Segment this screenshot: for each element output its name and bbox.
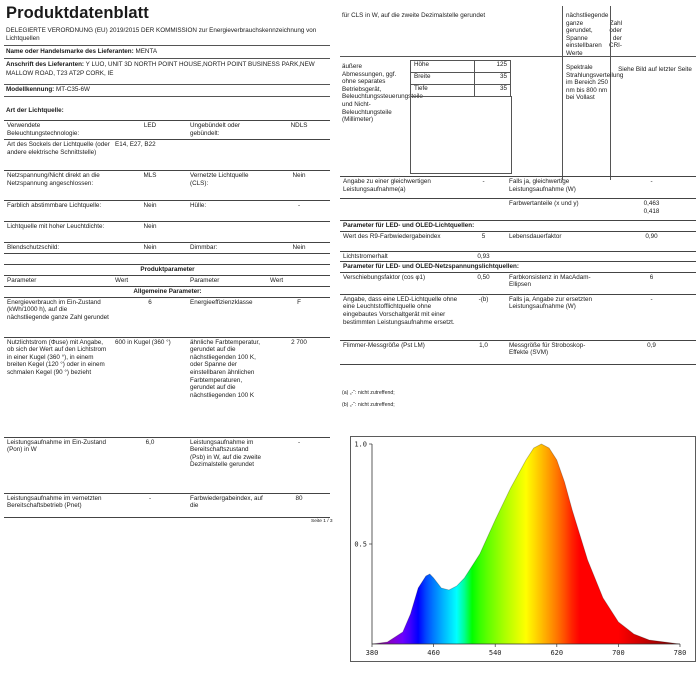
table-row: [340, 199, 696, 221]
cell: Netzspannung/Nicht direkt an die Netzspannung angeschlossen:: [4, 171, 112, 201]
table-row: [4, 286, 330, 297]
supplier-name-row: [6, 48, 326, 56]
cell: Farbwertanteile (x und y): [506, 199, 606, 221]
led-heading: Parameter für LED- und OLED-Lichtquellen:: [340, 221, 696, 232]
cls-standby-cont: für CLS in W, auf die zweite Dezimalstelle gerundet: [342, 12, 486, 19]
dimensions-table: [410, 60, 511, 97]
cell: E14, E27, B22: [112, 140, 187, 171]
table-row: [4, 337, 330, 437]
cell: ähnliche Farbtemperatur, gerundet auf die nächstliegenden 100 K, oder Spanne der einstellbaren ähnlichen Farbtemperaturen, gerundet auf die nächstliegenden 100 K: [187, 337, 267, 437]
cell: Vernetzte Lichtquelle (CLS):: [187, 171, 267, 201]
spectrum-chart: [350, 436, 696, 662]
cell: [267, 140, 330, 171]
divider: [562, 6, 563, 180]
table-row: [340, 177, 696, 199]
cell: Nein: [267, 243, 330, 254]
cell: Höhe: [411, 61, 475, 73]
table-row: [4, 201, 330, 222]
y-tick-label: 0.5: [354, 540, 367, 549]
chroma-y: 0,418: [643, 207, 660, 215]
cell: 2 700: [267, 337, 330, 437]
cell: [267, 222, 330, 243]
cell: 0,90: [606, 231, 696, 251]
cell: [606, 199, 696, 221]
spectral-label: Spektrale Strahlungsverteilung im Bereich 250 nm bis 800 nm bei Vollast: [566, 64, 624, 102]
supplier-address-label: Anschrift des Lieferanten:: [6, 61, 85, 68]
table-row: [340, 340, 696, 364]
model-row: [6, 86, 326, 94]
equivalent-table: [340, 176, 696, 365]
table-row: [411, 73, 511, 85]
outer-dimensions-label: äußere Abmessungen, ggf. ohne separates Betriebsgerät, Beleuchtungssteuerungsteile und Nicht-Beleuchtungsteile (Millimeter): [342, 63, 423, 124]
cell: Tiefe: [411, 85, 475, 97]
cell: Messgröße für Stroboskop-Effekte (SVM): [506, 340, 606, 364]
cell: Leistungsaufnahme im vernetzten Bereitschaftsbetrieb (Pnet): [4, 493, 112, 517]
model-label: Modellkennung:: [6, 86, 55, 93]
type-heading: Art der Lichtquelle:: [6, 107, 64, 114]
cell: 0,50: [460, 272, 506, 294]
cell: Breite: [411, 73, 475, 85]
cell: [340, 199, 460, 221]
x-tick-label: 700: [612, 649, 625, 657]
page-number: Seite 1 / 3: [311, 519, 333, 524]
col-header-value: Wert: [112, 276, 187, 287]
cell: -: [267, 201, 330, 222]
cell: Verwendete Beleuchtungstechnologie:: [4, 121, 112, 140]
cell: Angabe, dass eine LED-Lichtquelle ohne eine Leuchtstofflichtquelle ohne eingebautes Vorschaltgerät mit einer bestimmten Leistungsaufnahme ersetzt.: [340, 294, 460, 340]
cell: Farblich abstimmbare Lichtquelle:: [4, 201, 112, 222]
table-row: [4, 265, 330, 276]
x-tick-label: 380: [365, 649, 379, 657]
spectral-value: Siehe Bild auf letzter Seite: [618, 66, 692, 73]
supplier-address-row: [6, 61, 328, 78]
model-value: MT-C35-6W: [56, 86, 90, 93]
cell: 0,93: [460, 251, 506, 262]
product-params-table: [4, 264, 330, 518]
table-header-row: [4, 276, 330, 287]
cell: NDLS: [267, 121, 330, 140]
table-row: [4, 121, 330, 140]
cell: 1,0: [460, 340, 506, 364]
divider: [4, 58, 330, 59]
col-header-param: Parameter: [4, 276, 112, 287]
cell: 125: [475, 61, 511, 73]
cell: Energieverbrauch im Ein-Zustand (kWh/1000 h), auf die nächstliegende ganze Zahl gerundet: [4, 297, 112, 337]
col-header-param: Parameter: [187, 276, 267, 287]
table-row: [340, 231, 696, 251]
general-heading: Allgemeine Parameter:: [4, 286, 330, 297]
cell: Falls ja, Angabe zur ersetzten Leistungsaufnahme (W): [506, 294, 606, 340]
product-params-heading: Produktparameter: [4, 265, 330, 276]
cell: -: [112, 493, 187, 517]
x-tick-label: 620: [550, 649, 564, 657]
cell: Art des Sockels der Lichtquelle (oder andere elektrische Schnittstelle): [4, 140, 112, 171]
cell: 80: [267, 493, 330, 517]
y-tick-label: 1.0: [354, 440, 367, 449]
cell: 6: [606, 272, 696, 294]
cell: -(b): [460, 294, 506, 340]
footnote-b: (b) „-“: nicht zutreffend;: [342, 402, 395, 408]
cell: -: [606, 294, 696, 340]
supplier-name-label: Name oder Handelsmarke des Lieferanten:: [6, 48, 134, 55]
cell: 600 in Kugel (360 °): [112, 337, 187, 437]
cell: Lichtstromerhalt: [340, 251, 460, 262]
col-header-value: Wert: [267, 276, 330, 287]
divider: [610, 6, 611, 180]
table-row: [4, 222, 330, 243]
supplier-name-value: MENTA: [135, 48, 158, 55]
cell: Blendschutzschild:: [4, 243, 112, 254]
table-row: [340, 221, 696, 232]
cell: F: [267, 297, 330, 337]
footnote-a: (a) „-“: nicht zutreffend;: [342, 390, 395, 396]
cell: Nein: [267, 171, 330, 201]
cell: Farbwiedergabeindex, auf die: [187, 493, 267, 517]
cell: 6,0: [112, 437, 187, 493]
cell: Farbkonsistenz in MacAdam-Ellipsen: [506, 272, 606, 294]
cell: 35: [475, 73, 511, 85]
table-row: [340, 294, 696, 340]
cell: Ungebündelt oder gebündelt:: [187, 121, 267, 140]
cell: 35: [475, 85, 511, 97]
table-row: [4, 243, 330, 254]
cell: -: [460, 177, 506, 199]
cell: Lichtquelle mit hoher Leuchtdichte:: [4, 222, 112, 243]
divider: [4, 96, 330, 97]
cell: Falls ja, gleichwertige Leistungsaufnahme (W): [506, 177, 606, 199]
table-row: [340, 251, 696, 262]
cell: 5: [460, 231, 506, 251]
dimensions-box: [410, 96, 512, 174]
cell: Nein: [112, 201, 187, 222]
chroma-x: 0,463: [643, 200, 660, 207]
cell: Dimmbar:: [187, 243, 267, 254]
cell: Nein: [112, 243, 187, 254]
table-row: [4, 437, 330, 493]
cell: Nein: [112, 222, 187, 243]
table-row: [4, 297, 330, 337]
cell: Flimmer-Messgröße (Pst LM): [340, 340, 460, 364]
divider: [4, 45, 330, 46]
table-row: [4, 171, 330, 201]
x-tick-label: 780: [673, 649, 687, 657]
cell: [187, 222, 267, 243]
table-row: [4, 140, 330, 171]
cell: LED: [112, 121, 187, 140]
page-title: Produktdatenblatt: [6, 4, 149, 22]
cell: Hülle:: [187, 201, 267, 222]
divider: [4, 84, 330, 85]
cell: [460, 199, 506, 221]
table-row: [411, 85, 511, 97]
x-tick-label: 460: [427, 649, 440, 657]
table-row: [411, 61, 511, 73]
x-tick-label: 540: [488, 649, 502, 657]
cell: Nutzlichtstrom (Φuse) mit Angabe, ob sich der Wert auf den Lichtstrom in einer Kugel (360 °), in einem breiten Kegel (120 °) oder in einem schmalen Kegel (90 °) bezieht: [4, 337, 112, 437]
cell: 0,9: [606, 340, 696, 364]
regulation-intro: DELEGIERTE VERORDNUNG (EU) 2019/2015 DER KOMMISSION zur Energieverbrauchskennzeichnung von Lichtquellen: [6, 27, 317, 43]
cell: Leistungsaufnahme im Bereitschaftszustand (Psb) in W, auf die zweite Dezimalstelle gerundet: [187, 437, 267, 493]
cell: -: [267, 437, 330, 493]
cell: Wert des R9-Farbwiedergabeindex: [340, 231, 460, 251]
cell: Angabe zu einer gleichwertigen Leistungsaufnahme(a): [340, 177, 460, 199]
cell: [606, 251, 696, 262]
cell: -: [606, 177, 696, 199]
type-table: [4, 120, 330, 254]
mains-heading: Parameter für LED- und OLED-Netzspannungslichtquellen:: [340, 262, 696, 273]
cell: Leistungsaufnahme im Ein-Zustand (Pon) in W: [4, 437, 112, 493]
cell: Energieeffizienzklasse: [187, 297, 267, 337]
supplier-address-value: Y LUO, UNIT 3D NORTH POINT HOUSE,NORTH POINT BUSINESS PARK,NEW MALLOW ROAD, T23 AT2P CORK, IE: [6, 61, 315, 77]
cell: MLS: [112, 171, 187, 201]
divider: [340, 56, 696, 57]
cell: Lebensdauerfaktor: [506, 231, 606, 251]
cell: Verschiebungsfaktor (cos φ1): [340, 272, 460, 294]
table-row: [340, 262, 696, 273]
cri-round-text: nächstliegende ganze Zahl gerundet, oder Spanne der einstellbaren CRI-Werte: [566, 12, 622, 57]
cell: [506, 251, 606, 262]
table-row: [340, 272, 696, 294]
table-row: [4, 493, 330, 517]
cell: 6: [112, 297, 187, 337]
cell: [187, 140, 267, 171]
